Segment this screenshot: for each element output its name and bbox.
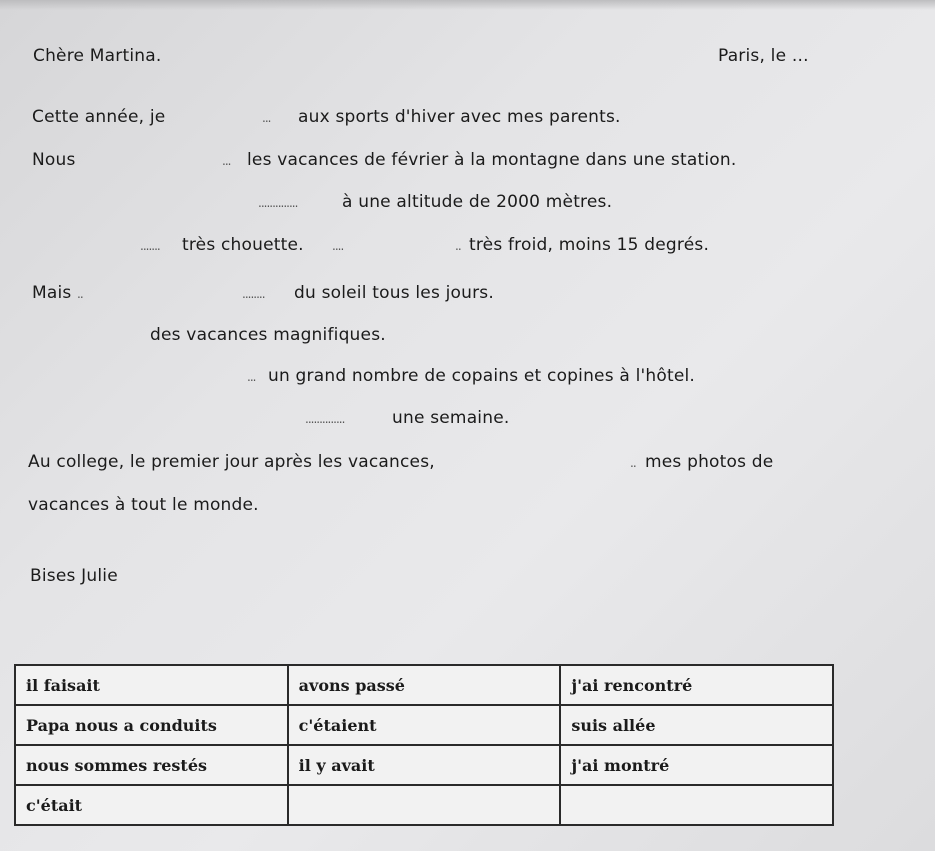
place-date: Paris, le ... [718,46,809,66]
word-cell-empty [288,785,561,825]
table-row [15,785,833,825]
line2-start: Nous [32,150,76,170]
line6: des vacances magnifiques. [150,325,386,345]
line8: une semaine. [392,408,510,428]
line7: un grand nombre de copains et copines à l'hôtel. [268,366,696,386]
line5-start: Mais [32,283,72,303]
line9-start: Au college, le premier jour après les vacances, [28,452,435,472]
blank-4[interactable]: ....... [140,239,160,253]
blank-1[interactable]: ... [262,111,271,125]
signature: Bises Julie [30,566,118,586]
blank-10[interactable]: .. [630,456,636,470]
blank-5[interactable]: .... [332,239,344,253]
line2-end: les vacances de février à la montagne dans une station. [247,150,737,170]
word-cell[interactable]: c'étaient [288,705,561,745]
blank-3[interactable]: .............. [258,196,298,210]
table-row [15,705,833,745]
word-cell[interactable]: Papa nous a conduits [15,705,288,745]
blank-6[interactable]: .. [77,287,83,301]
word-cell[interactable]: j'ai montré [560,745,833,785]
word-cell[interactable]: nous sommes restés [15,745,288,785]
line1-end: aux sports d'hiver avec mes parents. [298,107,621,127]
line10: vacances à tout le monde. [28,495,259,515]
word-cell-empty [560,785,833,825]
blank-5-end: .. [455,239,461,253]
line4-mid: très chouette. [182,235,304,255]
word-cell[interactable]: suis allée [560,705,833,745]
word-cell[interactable]: j'ai rencontré [560,665,833,705]
blank-7[interactable]: ........ [242,287,265,301]
blank-9[interactable]: .............. [305,412,345,426]
word-cell[interactable]: c'était [15,785,288,825]
word-cell[interactable]: il y avait [288,745,561,785]
line4-end: très froid, moins 15 degrés. [469,235,710,255]
line1-start: Cette année, je [32,107,166,127]
blank-8[interactable]: ... [247,370,256,384]
cropped-header-edge [0,0,935,10]
table-row [15,745,833,785]
line5-end: du soleil tous les jours. [294,283,494,303]
word-cell[interactable]: il faisait [15,665,288,705]
word-cell[interactable]: avons passé [288,665,561,705]
line3-end: à une altitude de 2000 mètres. [342,192,613,212]
line9-end: mes photos de [645,452,774,472]
table-row [15,665,833,705]
word-bank-table [14,664,834,826]
blank-2[interactable]: ... [222,154,231,168]
greeting: Chère Martina. [33,46,162,66]
